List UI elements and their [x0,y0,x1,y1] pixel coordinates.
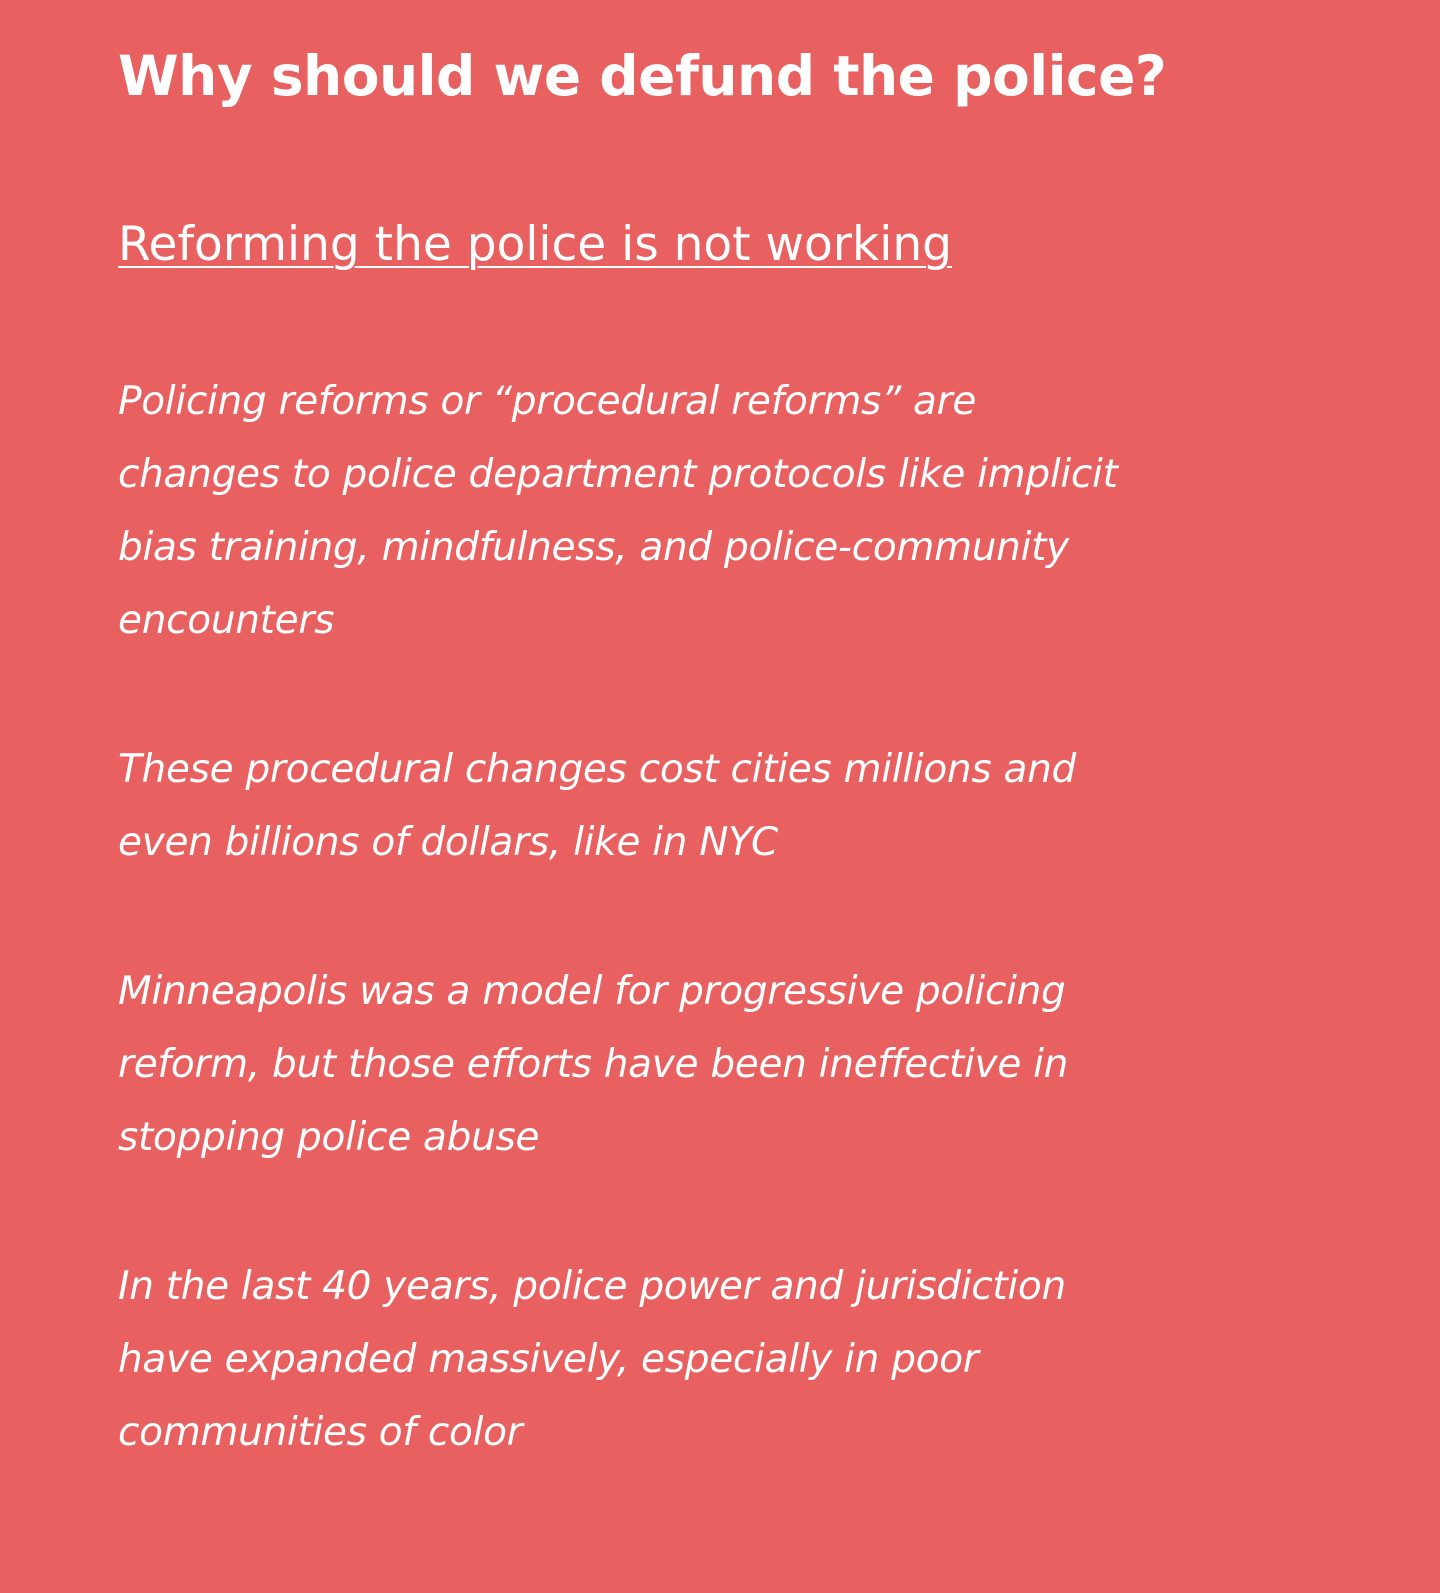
paragraph-minneapolis [118,955,1358,1174]
paragraph-line: In the last 40 years, police power and jurisdiction [118,1264,1066,1309]
paragraph-line: communities of color [118,1410,523,1455]
page-title: Why should we defund the police? [118,44,1167,108]
section-subheading: Reforming the police is not working [118,217,952,272]
paragraph-costs [118,733,1358,879]
paragraph-procedural-reforms [118,365,1358,657]
paragraph-line: have expanded massively, especially in poor [118,1337,979,1382]
paragraph-line: reform, but those efforts have been ineffective in [118,1042,1069,1087]
paragraph-line: These procedural changes cost cities millions and [118,747,1076,792]
paragraph-line: bias training, mindfulness, and police-community [118,525,1069,570]
paragraph-line: stopping police abuse [118,1115,540,1160]
paragraph-line: changes to police department protocols like implicit [118,452,1118,497]
paragraph-line: Minneapolis was a model for progressive policing [118,969,1066,1014]
paragraph-line: encounters [118,598,335,643]
paragraph-line: even billions of dollars, like in NYC [118,820,778,865]
paragraph-line: Policing reforms or “procedural reforms” are [118,379,977,424]
paragraph-expansion [118,1250,1358,1469]
